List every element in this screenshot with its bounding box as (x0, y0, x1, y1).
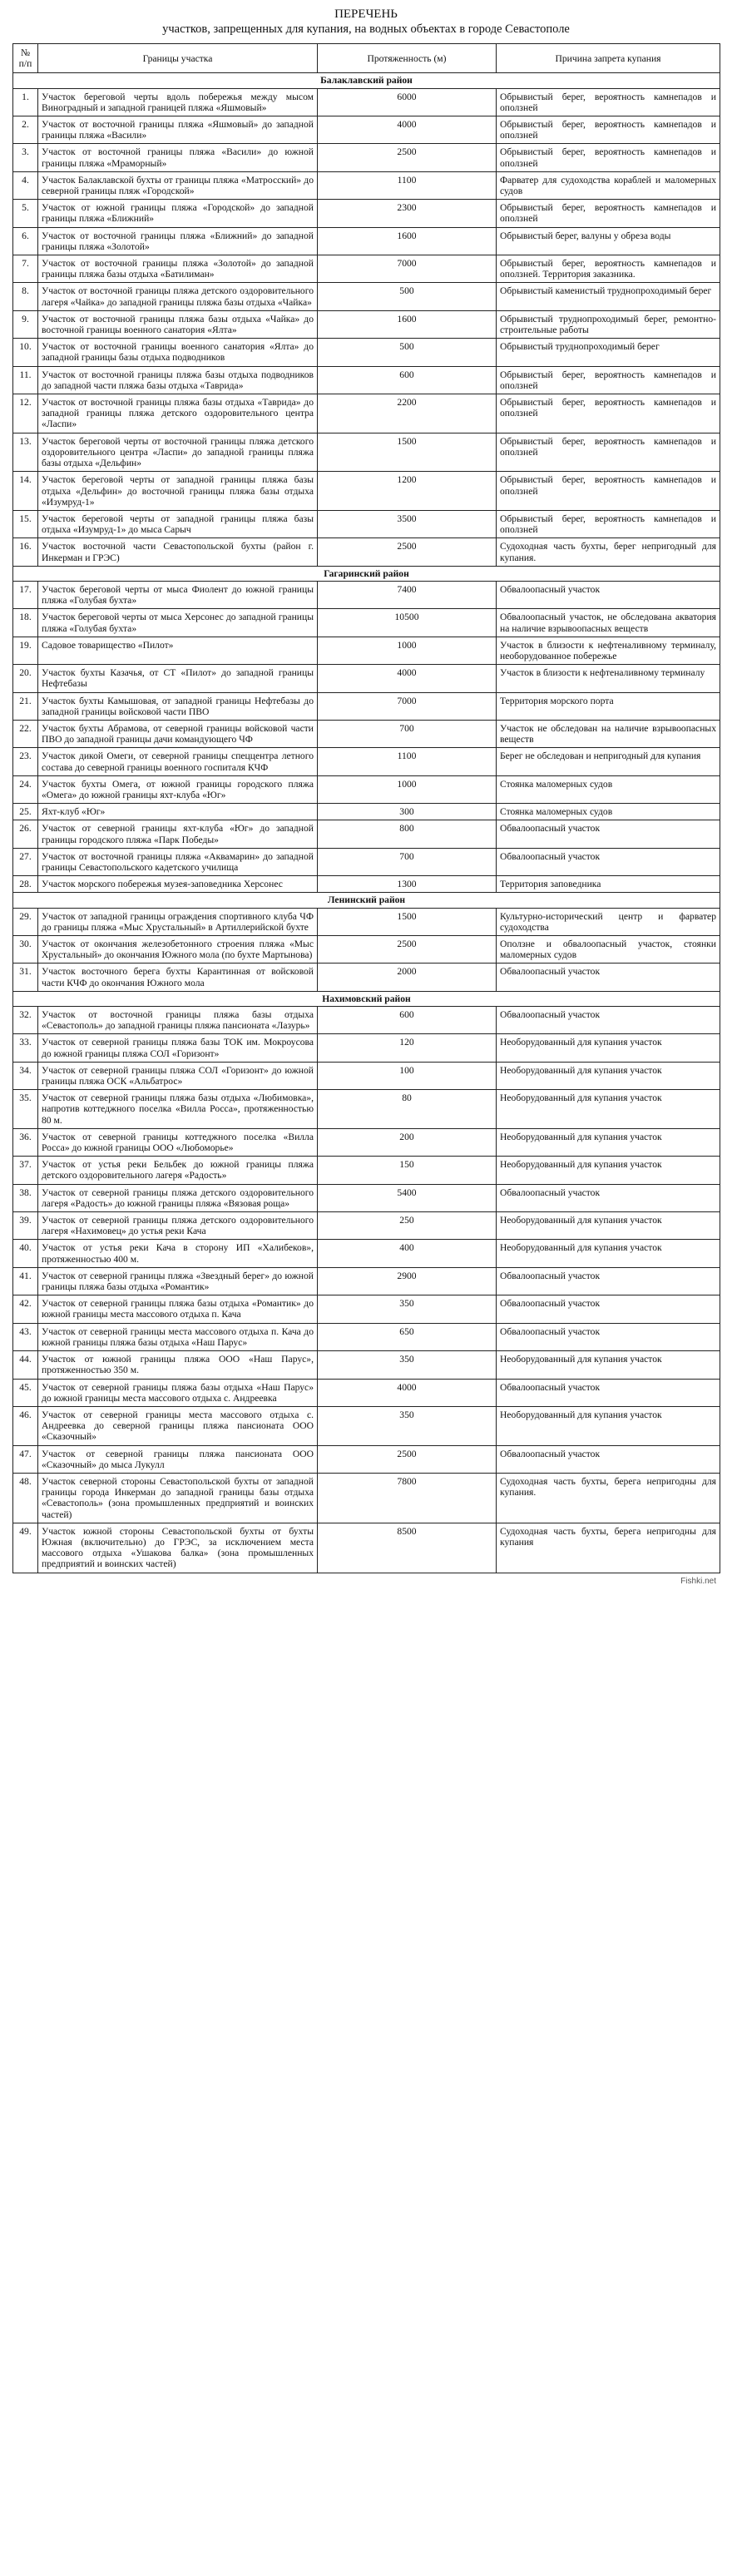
row-reason: Обвалоопасный участок (497, 581, 720, 608)
row-number: 4. (13, 171, 38, 199)
row-length: 1000 (318, 637, 497, 664)
document-page (12, 0, 720, 1586)
row-boundaries: Участок береговой черты вдоль побережья между мысом Виноградный и западной границей пляжа «Яшмовый» (38, 88, 318, 116)
row-boundaries: Участок от восточной границы пляжа «Аквамарин» до западной границы Севастопольского кадетского училища (38, 848, 318, 875)
row-reason: Необорудованный для купания участок (497, 1351, 720, 1379)
row-number: 9. (13, 310, 38, 338)
row-number: 6. (13, 227, 38, 255)
row-length: 6000 (318, 88, 497, 116)
table-header-row (13, 44, 720, 73)
row-reason: Обвалоопасный участок (497, 1184, 720, 1211)
row-number: 48. (13, 1473, 38, 1523)
row-number: 24. (13, 775, 38, 803)
row-reason: Обрывистый берег, вероятность камнепадов и оползней. Территория заказника. (497, 255, 720, 283)
row-length: 1100 (318, 748, 497, 775)
table-row (13, 1090, 720, 1129)
row-reason: Обрывистый берег, вероятность камнепадов и оползней (497, 394, 720, 433)
row-length: 2000 (318, 964, 497, 991)
row-length: 300 (318, 804, 497, 820)
row-boundaries: Участок от северной границы пляжа СОЛ «Горизонт» до южной границы пляжа ОСК «Альбатрос» (38, 1062, 318, 1089)
row-length: 7800 (318, 1473, 497, 1523)
row-length: 1500 (318, 433, 497, 472)
row-length: 7400 (318, 581, 497, 608)
row-length: 500 (318, 339, 497, 366)
table-row (13, 1406, 720, 1445)
district-row (13, 73, 720, 88)
table-row (13, 848, 720, 875)
row-reason: Необорудованный для купания участок (497, 1034, 720, 1062)
row-number: 3. (13, 144, 38, 171)
row-number: 2. (13, 116, 38, 144)
row-length: 80 (318, 1090, 497, 1129)
row-boundaries: Участок от северной границы пляжа базы отдыха «Романтик» до южной границы места массового отдыха п. Кача (38, 1295, 318, 1323)
footer (12, 1577, 720, 1586)
row-number: 18. (13, 609, 38, 637)
row-boundaries: Участок восточного берега бухты Карантинная от войсковой части КЧФ до окончания Южного мола (38, 964, 318, 991)
row-boundaries: Участок береговой черты от восточной границы пляжа детского оздоровительного центра «Ласпи» до западной границы пляжа базы отдыха «Дельфин» (38, 433, 318, 472)
row-boundaries: Участок от северной границы места массового отдыха с. Андреевка до северной границы пляжа пансионата ООО «Сказочный» (38, 1406, 318, 1445)
row-boundaries: Участок от северной границы пляжа базы отдыха «Любимовка», напротив коттеджного поселка «Вилла Росса», протяженностью 80 м. (38, 1090, 318, 1129)
row-length: 2200 (318, 394, 497, 433)
table-row (13, 538, 720, 566)
table-row (13, 171, 720, 199)
table-row (13, 720, 720, 747)
table-row (13, 227, 720, 255)
row-number: 42. (13, 1295, 38, 1323)
header-length: Протяженность (м) (318, 44, 497, 73)
row-reason: Оползне и обвалоопасный участок, стоянки маломерных судов (497, 936, 720, 964)
table-row (13, 310, 720, 338)
row-length: 8500 (318, 1523, 497, 1573)
row-reason: Обвалоопасный участок (497, 1323, 720, 1350)
row-reason: Обрывистый труднопроходимый берег, ремонтно-строительные работы (497, 310, 720, 338)
row-boundaries: Участок от восточной границы пляжа «Золотой» до западной границы пляжа базы отдыха «Батилиман» (38, 255, 318, 283)
row-boundaries: Участок от устья реки Кача в сторону ИП «Халибеков», протяженностью 400 м. (38, 1240, 318, 1267)
row-number: 21. (13, 692, 38, 720)
row-length: 120 (318, 1034, 497, 1062)
row-reason: Обрывистый берег, вероятность камнепадов и оползней (497, 366, 720, 394)
row-reason: Обрывистый труднопроходимый берег (497, 339, 720, 366)
row-reason: Обвалоопасный участок (497, 1295, 720, 1323)
row-number: 17. (13, 581, 38, 608)
row-reason: Судоходная часть бухты, берега непригодны для купания (497, 1523, 720, 1573)
row-number: 36. (13, 1128, 38, 1156)
document-title: ПЕРЕЧЕНЬ (334, 7, 398, 21)
table-row (13, 581, 720, 608)
row-length: 2500 (318, 936, 497, 964)
row-number: 38. (13, 1184, 38, 1211)
row-boundaries: Участок бухты Абрамова, от северной границы войсковой части ПВО до западной границы дачи командующего ЧФ (38, 720, 318, 747)
row-length: 800 (318, 820, 497, 848)
table-row (13, 1295, 720, 1323)
row-reason: Стоянка маломерных судов (497, 775, 720, 803)
row-length: 650 (318, 1323, 497, 1350)
row-boundaries: Участок береговой черты от мыса Фиолент до южной границы пляжа «Голубая бухта» (38, 581, 318, 608)
row-length: 700 (318, 848, 497, 875)
table-row (13, 964, 720, 991)
row-length: 4000 (318, 116, 497, 144)
row-reason: Обрывистый берег, вероятность камнепадов и оползней (497, 144, 720, 171)
row-number: 34. (13, 1062, 38, 1089)
row-reason: Необорудованный для купания участок (497, 1128, 720, 1156)
table-row (13, 748, 720, 775)
row-reason: Необорудованный для купания участок (497, 1212, 720, 1240)
row-length: 2500 (318, 1445, 497, 1473)
row-number: 45. (13, 1379, 38, 1406)
row-number: 41. (13, 1267, 38, 1295)
row-number: 26. (13, 820, 38, 848)
row-length: 1300 (318, 876, 497, 893)
table-row (13, 366, 720, 394)
row-reason: Обвалоопасный участок (497, 1379, 720, 1406)
table-row (13, 820, 720, 848)
row-boundaries: Участок от восточной границы пляжа «Васили» до южной границы пляжа «Мраморный» (38, 144, 318, 171)
row-length: 1600 (318, 227, 497, 255)
table-row (13, 908, 720, 935)
row-reason: Фарватер для судоходства кораблей и маломерных судов (497, 171, 720, 199)
row-boundaries: Участок от северной границы пляжа детского оздоровительного лагеря «Радость» до южной границы пляжа «Вязовая роща» (38, 1184, 318, 1211)
table-row (13, 255, 720, 283)
row-number: 16. (13, 538, 38, 566)
row-length: 7000 (318, 692, 497, 720)
row-length: 7000 (318, 255, 497, 283)
row-reason: Участок в близости к нефтеналивному терминалу, необорудованное побережье (497, 637, 720, 664)
row-number: 33. (13, 1034, 38, 1062)
row-number: 46. (13, 1406, 38, 1445)
row-length: 1100 (318, 171, 497, 199)
row-boundaries: Участок от восточной границы пляжа базы отдыха «Севастополь» до западной границы пляжа пансионата «Лазурь» (38, 1007, 318, 1034)
row-length: 350 (318, 1406, 497, 1445)
row-reason: Обрывистый берег, вероятность камнепадов и оползней (497, 433, 720, 472)
table-row (13, 283, 720, 310)
table-row (13, 775, 720, 803)
row-number: 40. (13, 1240, 38, 1267)
row-number: 37. (13, 1157, 38, 1184)
row-number: 49. (13, 1523, 38, 1573)
row-number: 43. (13, 1323, 38, 1350)
row-reason: Судоходная часть бухты, берег непригодный для купания. (497, 538, 720, 566)
row-boundaries: Участок от северной границы коттеджного поселка «Вилла Росса» до южной границы ООО «Любоморье» (38, 1128, 318, 1156)
row-number: 14. (13, 472, 38, 511)
row-number: 28. (13, 876, 38, 893)
row-number: 35. (13, 1090, 38, 1129)
district-name: Нахимовский район (13, 991, 720, 1006)
row-length: 150 (318, 1157, 497, 1184)
row-boundaries: Участок береговой черты от мыса Херсонес до западной границы пляжа «Голубая бухта» (38, 609, 318, 637)
row-reason: Участок в близости к нефтеналивному терминалу (497, 665, 720, 692)
row-boundaries: Участок от северной границы пляжа детского оздоровительного лагеря «Нахимовец» до устья реки Кача (38, 1212, 318, 1240)
table-body (13, 73, 720, 1573)
row-boundaries: Участок бухты Камышовая, от западной границы Нефтебазы до западной границы войсковой части ПВО (38, 692, 318, 720)
row-length: 700 (318, 720, 497, 747)
table-row (13, 1523, 720, 1573)
table-row (13, 394, 720, 433)
row-reason: Обрывистый берег, вероятность камнепадов и оползней (497, 88, 720, 116)
row-boundaries: Участок бухты Казачья, от СТ «Пилот» до западной границы Нефтебазы (38, 665, 318, 692)
table-row (13, 936, 720, 964)
table-row (13, 1062, 720, 1089)
row-reason: Обрывистый берег, вероятность камнепадов и оползней (497, 472, 720, 511)
row-number: 27. (13, 848, 38, 875)
row-reason: Обвалоопасный участок (497, 1267, 720, 1295)
row-reason: Территория заповедника (497, 876, 720, 893)
row-boundaries: Участок от устья реки Бельбек до южной границы пляжа детского оздоровительного лагеря «Радость» (38, 1157, 318, 1184)
row-reason: Обрывистый берег, вероятность камнепадов и оползней (497, 200, 720, 227)
table-row (13, 1007, 720, 1034)
row-number: 32. (13, 1007, 38, 1034)
table-row (13, 609, 720, 637)
row-boundaries: Участок береговой черты от западной границы пляжа базы отдыха «Изумруд-1» до мыса Сарыч (38, 510, 318, 537)
row-reason: Необорудованный для купания участок (497, 1062, 720, 1089)
row-number: 5. (13, 200, 38, 227)
table-row (13, 1212, 720, 1240)
table-row (13, 1184, 720, 1211)
row-boundaries: Участок от восточной границы пляжа детского оздоровительного лагеря «Чайка» до западной границы пляжа базы отдыха «Чайка» (38, 283, 318, 310)
row-boundaries: Яхт-клуб «Юг» (38, 804, 318, 820)
table-row (13, 472, 720, 511)
row-boundaries: Участок восточной части Севастопольской бухты (район г. Инкерман и ГРЭС) (38, 538, 318, 566)
table-row (13, 200, 720, 227)
row-boundaries: Участок от восточной границы пляжа базы отдыха «Таврида» до западной границы пляжа детского оздоровительного центра «Ласпи» (38, 394, 318, 433)
row-length: 2900 (318, 1267, 497, 1295)
table-row (13, 1128, 720, 1156)
row-number: 44. (13, 1351, 38, 1379)
table-row (13, 665, 720, 692)
row-length: 1200 (318, 472, 497, 511)
row-boundaries: Участок от северной границы пляжа базы отдыха «Наш Парус» до южной границы места массового отдыха с. Андреевка (38, 1379, 318, 1406)
row-length: 250 (318, 1212, 497, 1240)
table-row (13, 144, 720, 171)
row-number: 30. (13, 936, 38, 964)
row-reason: Обрывистый берег, вероятность камнепадов и оползней (497, 510, 720, 537)
row-boundaries: Участок береговой черты от западной границы пляжа базы отдыха «Дельфин» до восточной границы пляжа базы отдыха «Изумруд-1» (38, 472, 318, 511)
district-row (13, 566, 720, 581)
row-reason: Обвалоопасный участок, не обследована акватория на наличие взрывоопасных веществ (497, 609, 720, 637)
row-length: 500 (318, 283, 497, 310)
row-number: 25. (13, 804, 38, 820)
row-reason: Участок не обследован на наличие взрывоопасных веществ (497, 720, 720, 747)
row-length: 5400 (318, 1184, 497, 1211)
row-number: 11. (13, 366, 38, 394)
row-boundaries: Садовое товарищество «Пилот» (38, 637, 318, 664)
row-boundaries: Участок южной стороны Севастопольской бухты от бухты Южная (включительно) до ГРЭС, за исключением места массового отдыха «Ушакова балка» (зона промышленных предприятий и воинских частей) (38, 1523, 318, 1573)
row-number: 22. (13, 720, 38, 747)
row-reason: Обвалоопасный участок (497, 1007, 720, 1034)
row-boundaries: Участок северной стороны Севастопольской бухты от западной границы города Инкерман до западной границы базы отдыха «Севастополь» (зона промышленных предприятий и воинских частей) (38, 1473, 318, 1523)
row-reason: Необорудованный для купания участок (497, 1240, 720, 1267)
document-subtitle: участков, запрещенных для купания, на водных объектах в городе Севастополе (162, 22, 570, 36)
table-row (13, 433, 720, 472)
row-length: 4000 (318, 1379, 497, 1406)
row-boundaries: Участок от западной границы ограждения спортивного клуба ЧФ до границы пляжа «Мыс Хрустальный» в Артиллерийской бухте (38, 908, 318, 935)
row-number: 7. (13, 255, 38, 283)
table-row (13, 1445, 720, 1473)
row-length: 350 (318, 1295, 497, 1323)
header-num: № п/п (13, 44, 38, 73)
table-row (13, 804, 720, 820)
row-length: 600 (318, 366, 497, 394)
row-boundaries: Участок от восточной границы пляжа базы отдыха «Чайка» до восточной границы военного санатория «Ялта» (38, 310, 318, 338)
row-length: 600 (318, 1007, 497, 1034)
row-number: 31. (13, 964, 38, 991)
row-number: 10. (13, 339, 38, 366)
row-number: 19. (13, 637, 38, 664)
row-boundaries: Участок от восточной границы пляжа «Ближний» до западной границы пляжа «Золотой» (38, 227, 318, 255)
row-reason: Необорудованный для купания участок (497, 1157, 720, 1184)
district-row (13, 893, 720, 908)
row-reason: Территория морского порта (497, 692, 720, 720)
row-number: 8. (13, 283, 38, 310)
row-reason: Культурно-исторический центр и фарватер судоходства (497, 908, 720, 935)
row-reason: Обвалоопасный участок (497, 1445, 720, 1473)
row-boundaries: Участок от северной границы пляжа «Звездный берег» до южной границы пляжа базы отдыха «Романтик» (38, 1267, 318, 1295)
table-row (13, 1267, 720, 1295)
row-boundaries: Участок от южной границы пляжа ООО «Наш Парус», протяженностью 350 м. (38, 1351, 318, 1379)
row-reason: Обвалоопасный участок (497, 820, 720, 848)
row-boundaries: Участок от восточной границы военного санатория «Ялта» до западной границы базы отдыха подводников (38, 339, 318, 366)
table-row (13, 1379, 720, 1406)
table-row (13, 692, 720, 720)
table-row (13, 510, 720, 537)
row-boundaries: Участок от северной границы места массового отдыха п. Кача до южной границы пляжа базы отдыха «Наш Парус» (38, 1323, 318, 1350)
row-length: 4000 (318, 665, 497, 692)
row-length: 1600 (318, 310, 497, 338)
table-row (13, 1351, 720, 1379)
table-row (13, 1473, 720, 1523)
row-length: 1000 (318, 775, 497, 803)
row-boundaries: Участок от окончания железобетонного строения пляжа «Мыс Хрустальный» до окончания Южного мола (по бухте Мартынова) (38, 936, 318, 964)
row-reason: Стоянка маломерных судов (497, 804, 720, 820)
table-row (13, 1240, 720, 1267)
table-row (13, 1323, 720, 1350)
row-reason: Судоходная часть бухты, берега непригодны для купания. (497, 1473, 720, 1523)
row-number: 29. (13, 908, 38, 935)
row-length: 2500 (318, 144, 497, 171)
row-boundaries: Участок от южной границы пляжа «Городской» до западной границы пляжа «Ближний» (38, 200, 318, 227)
row-reason: Обвалоопасный участок (497, 848, 720, 875)
row-number: 1. (13, 88, 38, 116)
table-row (13, 116, 720, 144)
row-length: 1500 (318, 908, 497, 935)
row-number: 12. (13, 394, 38, 433)
district-name: Ленинский район (13, 893, 720, 908)
district-row (13, 991, 720, 1006)
table-row (13, 637, 720, 664)
row-boundaries: Участок от северной границы пляжа базы ТОК им. Мокроусова до южной границы пляжа СОЛ «Горизонт» (38, 1034, 318, 1062)
row-length: 350 (318, 1351, 497, 1379)
table-row (13, 1034, 720, 1062)
header-reason: Причина запрета купания (497, 44, 720, 73)
row-boundaries: Участок от восточной границы пляжа базы отдыха подводников до западной части пляжа базы отдыха «Таврида» (38, 366, 318, 394)
row-length: 10500 (318, 609, 497, 637)
row-length: 3500 (318, 510, 497, 537)
district-name: Гагаринский район (13, 566, 720, 581)
row-reason: Обрывистый каменистый труднопроходимый берег (497, 283, 720, 310)
table-row (13, 876, 720, 893)
row-length: 2300 (318, 200, 497, 227)
table-row (13, 339, 720, 366)
row-number: 15. (13, 510, 38, 537)
row-boundaries: Участок Балаклавской бухты от границы пляжа «Матросский» до северной границы пляж «Городской» (38, 171, 318, 199)
row-reason: Обрывистый берег, вероятность камнепадов и оползней (497, 116, 720, 144)
row-number: 13. (13, 433, 38, 472)
row-boundaries: Участок бухты Омега, от южной границы городского пляжа «Омега» до южной границы яхт-клуба «Юг» (38, 775, 318, 803)
row-reason: Необорудованный для купания участок (497, 1090, 720, 1129)
restricted-zones-table (12, 43, 720, 1573)
table-row (13, 88, 720, 116)
row-number: 39. (13, 1212, 38, 1240)
row-boundaries: Участок от восточной границы пляжа «Яшмовый» до западной границы пляжа «Васили» (38, 116, 318, 144)
row-boundaries: Участок дикой Омеги, от северной границы спеццентра летного состава до северной границы военного госпиталя КЧФ (38, 748, 318, 775)
row-number: 23. (13, 748, 38, 775)
row-boundaries: Участок от северной границы яхт-клуба «Юг» до западной границы городского пляжа «Парк Победы» (38, 820, 318, 848)
row-reason: Берег не обследован и непригодный для купания (497, 748, 720, 775)
row-reason: Обрывистый берег, валуны у обреза воды (497, 227, 720, 255)
row-length: 200 (318, 1128, 497, 1156)
row-number: 47. (13, 1445, 38, 1473)
row-length: 400 (318, 1240, 497, 1267)
district-name: Балаклавский район (13, 73, 720, 88)
row-length: 2500 (318, 538, 497, 566)
row-reason: Необорудованный для купания участок (497, 1406, 720, 1445)
table-row (13, 1157, 720, 1184)
row-boundaries: Участок от северной границы пляжа пансионата ООО «Сказочный» до мыса Лукулл (38, 1445, 318, 1473)
row-boundaries: Участок морского побережья музея-заповедника Херсонес (38, 876, 318, 893)
header-boundaries: Границы участка (38, 44, 318, 73)
row-number: 20. (13, 665, 38, 692)
watermark-logo: Fishki.net (680, 1576, 716, 1586)
row-length: 100 (318, 1062, 497, 1089)
row-reason: Обвалоопасный участок (497, 964, 720, 991)
